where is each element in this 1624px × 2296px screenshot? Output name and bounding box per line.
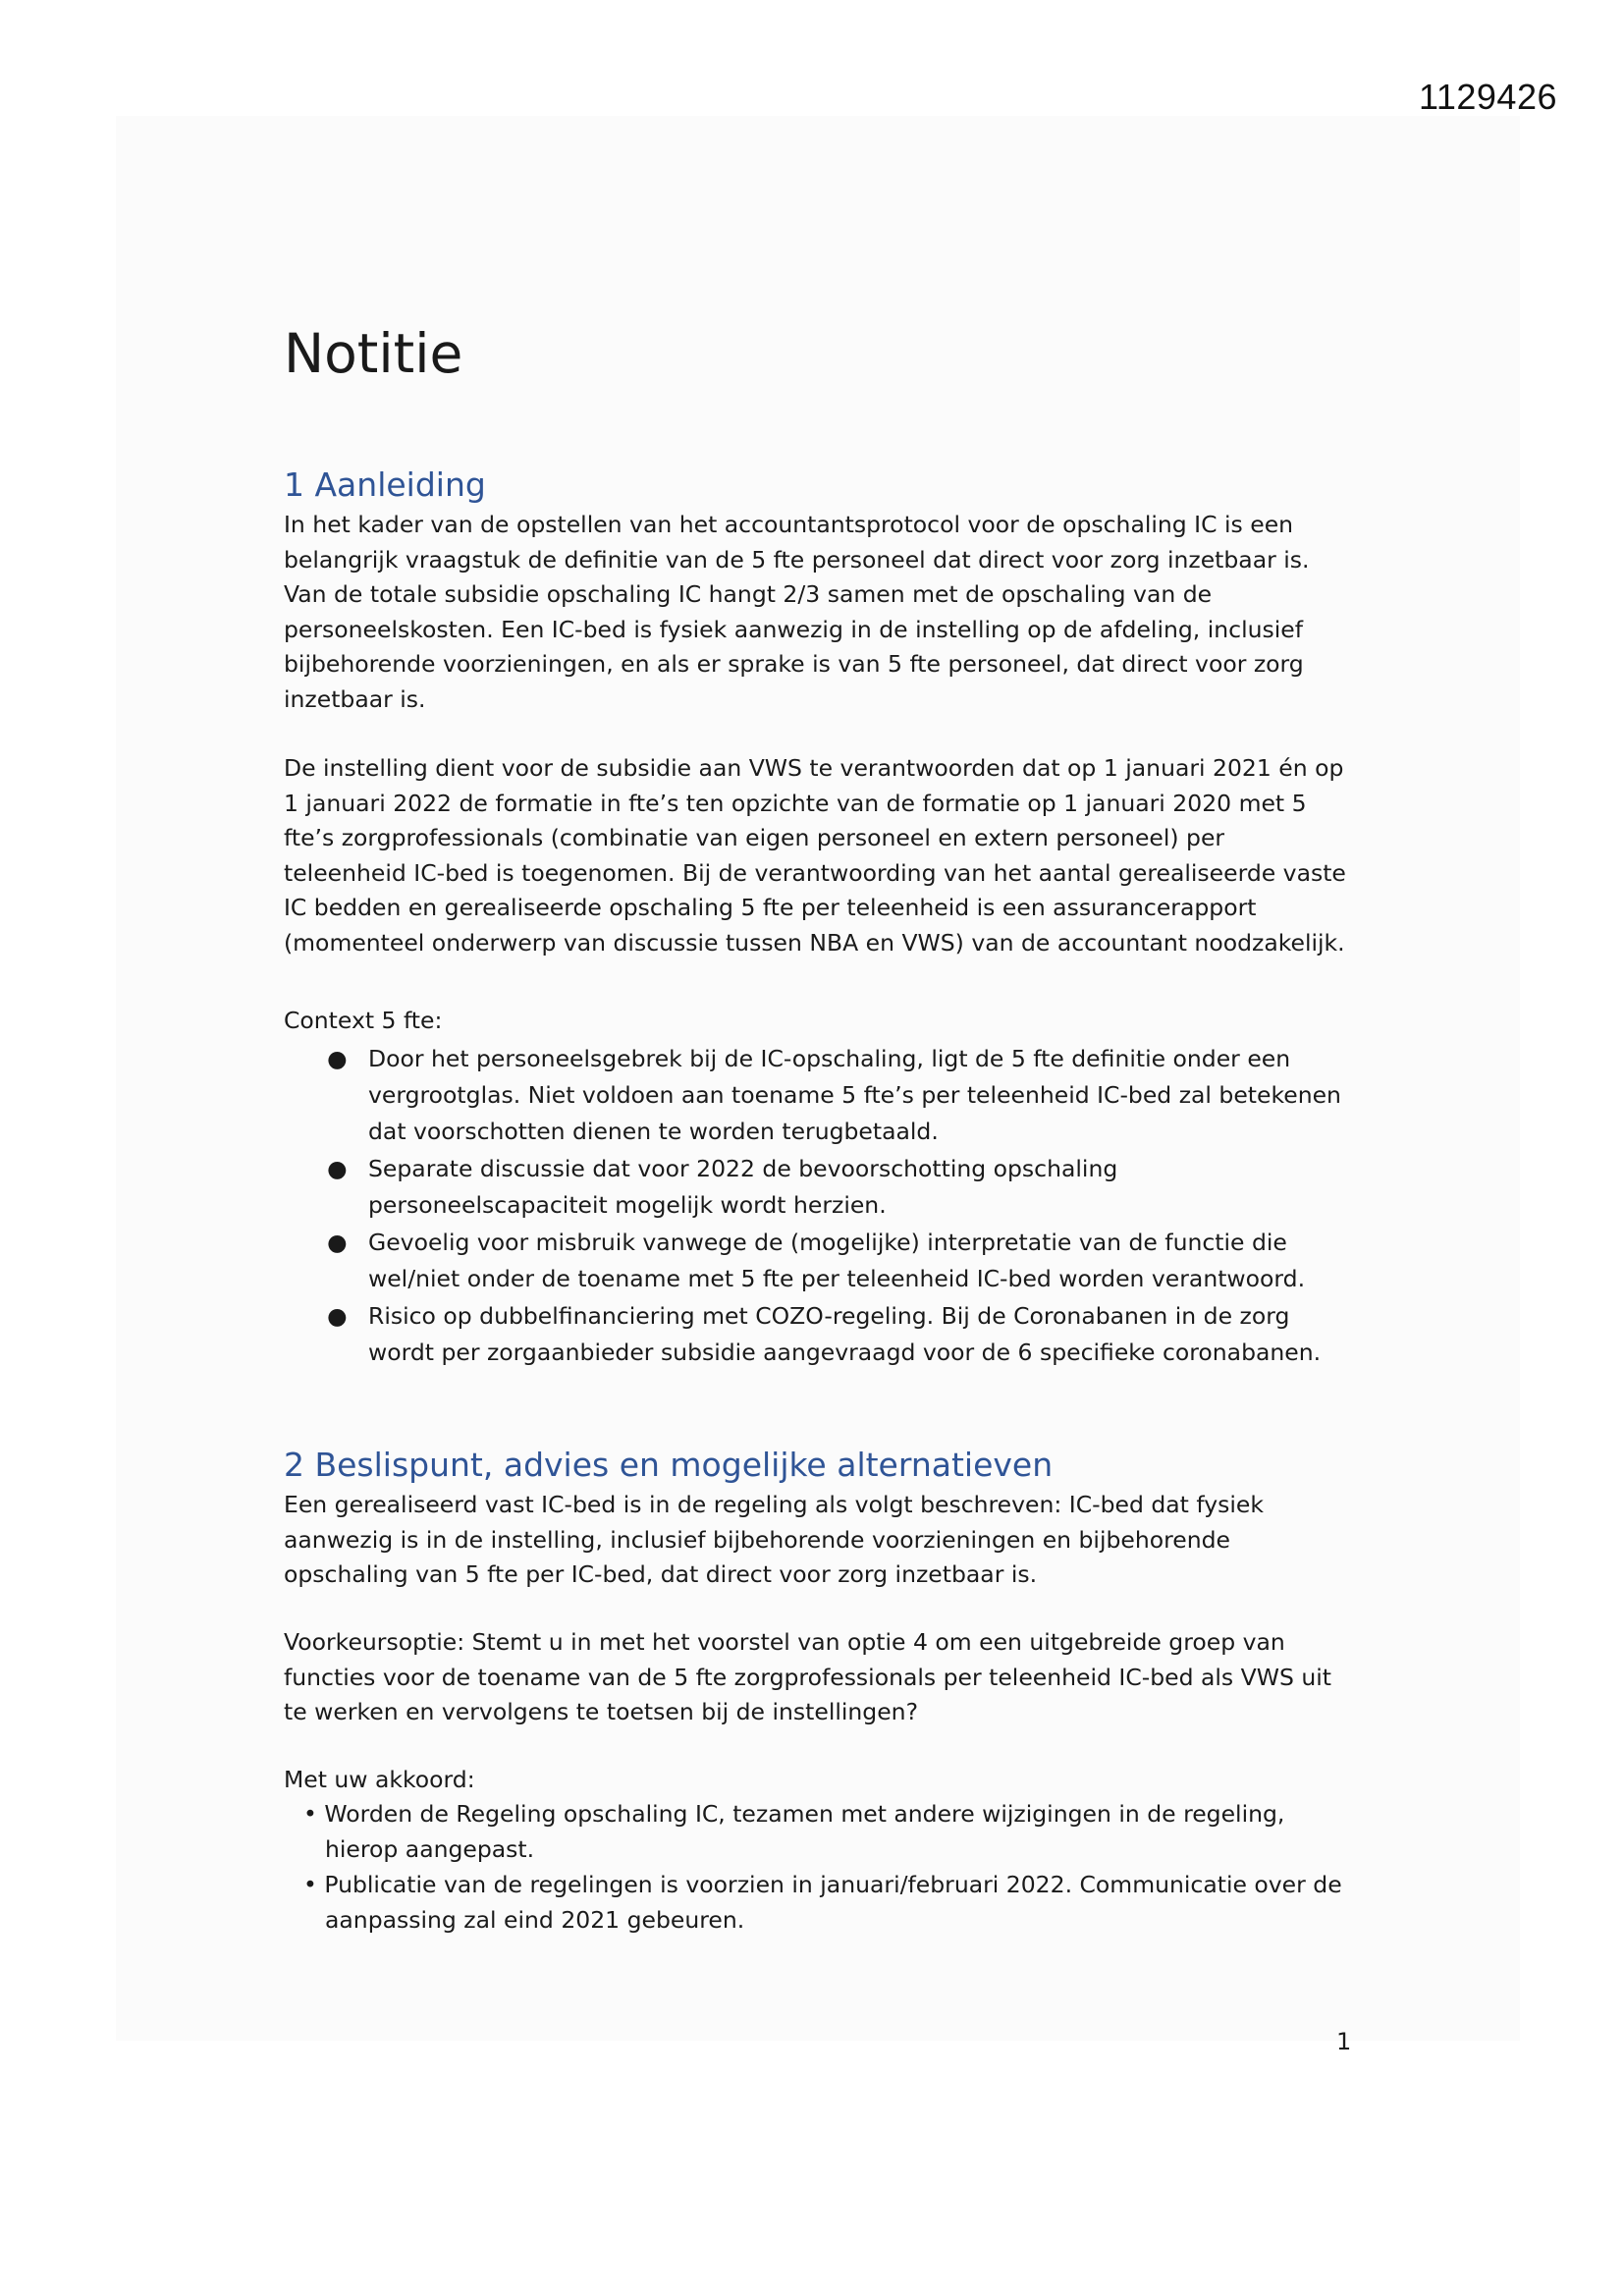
list-item: • Publicatie van de regelingen is voorzien in januari/februari 2022. Communicatie over de aanpassing zal eind 2021 gebeuren. [303,1871,1342,1934]
list-item-text: Door het personeelsgebrek bij de IC-opschaling, ligt de 5 fte definitie onder een vergrootglas. Niet voldoen aan toename 5 fte’s per teleenheid IC-bed zal betekenen dat voorschotten dienen te worden terugbetaald. [368,1045,1341,1145]
context-label: Context 5 fte: [284,1007,443,1034]
list-item: • Worden de Regeling opschaling IC, tezamen met andere wijzigingen in de regeling, hierop aangepast. [303,1800,1285,1863]
list-item-text: Risico op dubbelfinanciering met COZO-regeling. Bij de Coronabanen in de zorg wordt per zorgaanbieder subsidie aangevraagd voor de 6 specifieke coronabanen. [368,1302,1322,1366]
agreement-bullet-list [284,1797,1354,1939]
paragraph: Voorkeursoptie: Stemt u in met het voorstel van optie 4 om een uitgebreide groep van functies voor de toename van de 5 fte zorgprofessionals per teleenheid IC-bed als VWS uit te werken en vervolgens te toetsen bij de instellingen? [284,1628,1331,1725]
bullet-icon: ● [327,1302,348,1330]
paragraph: De instelling dient voor de subsidie aan VWS te verantwoorden dat op 1 januari 2021 én op 1 januari 2022 de formatie in fte’s ten opzichte van de formatie op 1 januari 2020 met 5 fte’s zorgprofessionals (combinatie van eigen personeel en extern personeel) per teleenheid IC-bed is toegenomen. Bij de verantwoording van het aantal gerealiseerde vaste IC bedden en gerealiseerde opschaling 5 fte per teleenheid is een assurancerapport (momenteel onderwerp van discussie tussen NBA en VWS) van de accountant noodzakelijk. [284,754,1346,957]
bullet-icon: ● [327,1229,348,1256]
list-item-text: Gevoelig voor misbruik vanwege de (mogelijke) interpretatie van de functie die wel/niet onder de toename met 5 fte per teleenheid IC-bed worden verantwoord. [368,1229,1306,1292]
document-title: Notitie [284,322,463,385]
bullet-icon: ● [327,1155,348,1182]
list-item [327,1151,1358,1224]
list-item-text: Separate discussie dat voor 2022 de bevoorschotting opschaling personeelscapaciteit mogelijk wordt herzien. [368,1155,1118,1219]
paragraph: In het kader van de opstellen van het accountantsprotocol voor de opschaling IC is een belangrijk vraagstuk de definitie van de 5 fte personeel dat direct voor zorg inzetbaar is. Van de totale subsidie opschaling IC hangt 2/3 samen met de opschaling van de personeelskosten. Een IC-bed is fysiek aanwezig in de instelling op de afdeling, inclusief bijbehorende voorzieningen, en als er sprake is van 5 fte personeel, dat direct voor zorg inzetbaar is. [284,511,1310,713]
bullet-icon: ● [327,1045,348,1072]
document-id: 1129426 [1419,77,1557,117]
section-heading-beslispunt: 2 Beslispunt, advies en mogelijke alternatieven [284,1446,1054,1484]
page-number: 1 [1336,2028,1352,2055]
list-item [327,1041,1358,1150]
paragraph: Een gerealiseerd vast IC-bed is in de regeling als volgt beschreven: IC-bed dat fysiek aanwezig is in de instelling, inclusief bijbehorende voorzieningen en bijbehorende opschaling van 5 fte per IC-bed, dat direct voor zorg inzetbaar is. [284,1491,1264,1588]
context-bullet-list [327,1041,1358,1372]
list-item [327,1298,1358,1371]
agreement-label: Met uw akkoord: [284,1766,475,1793]
section-heading-aanleiding: 1 Aanleiding [284,465,486,504]
list-item [327,1225,1358,1297]
